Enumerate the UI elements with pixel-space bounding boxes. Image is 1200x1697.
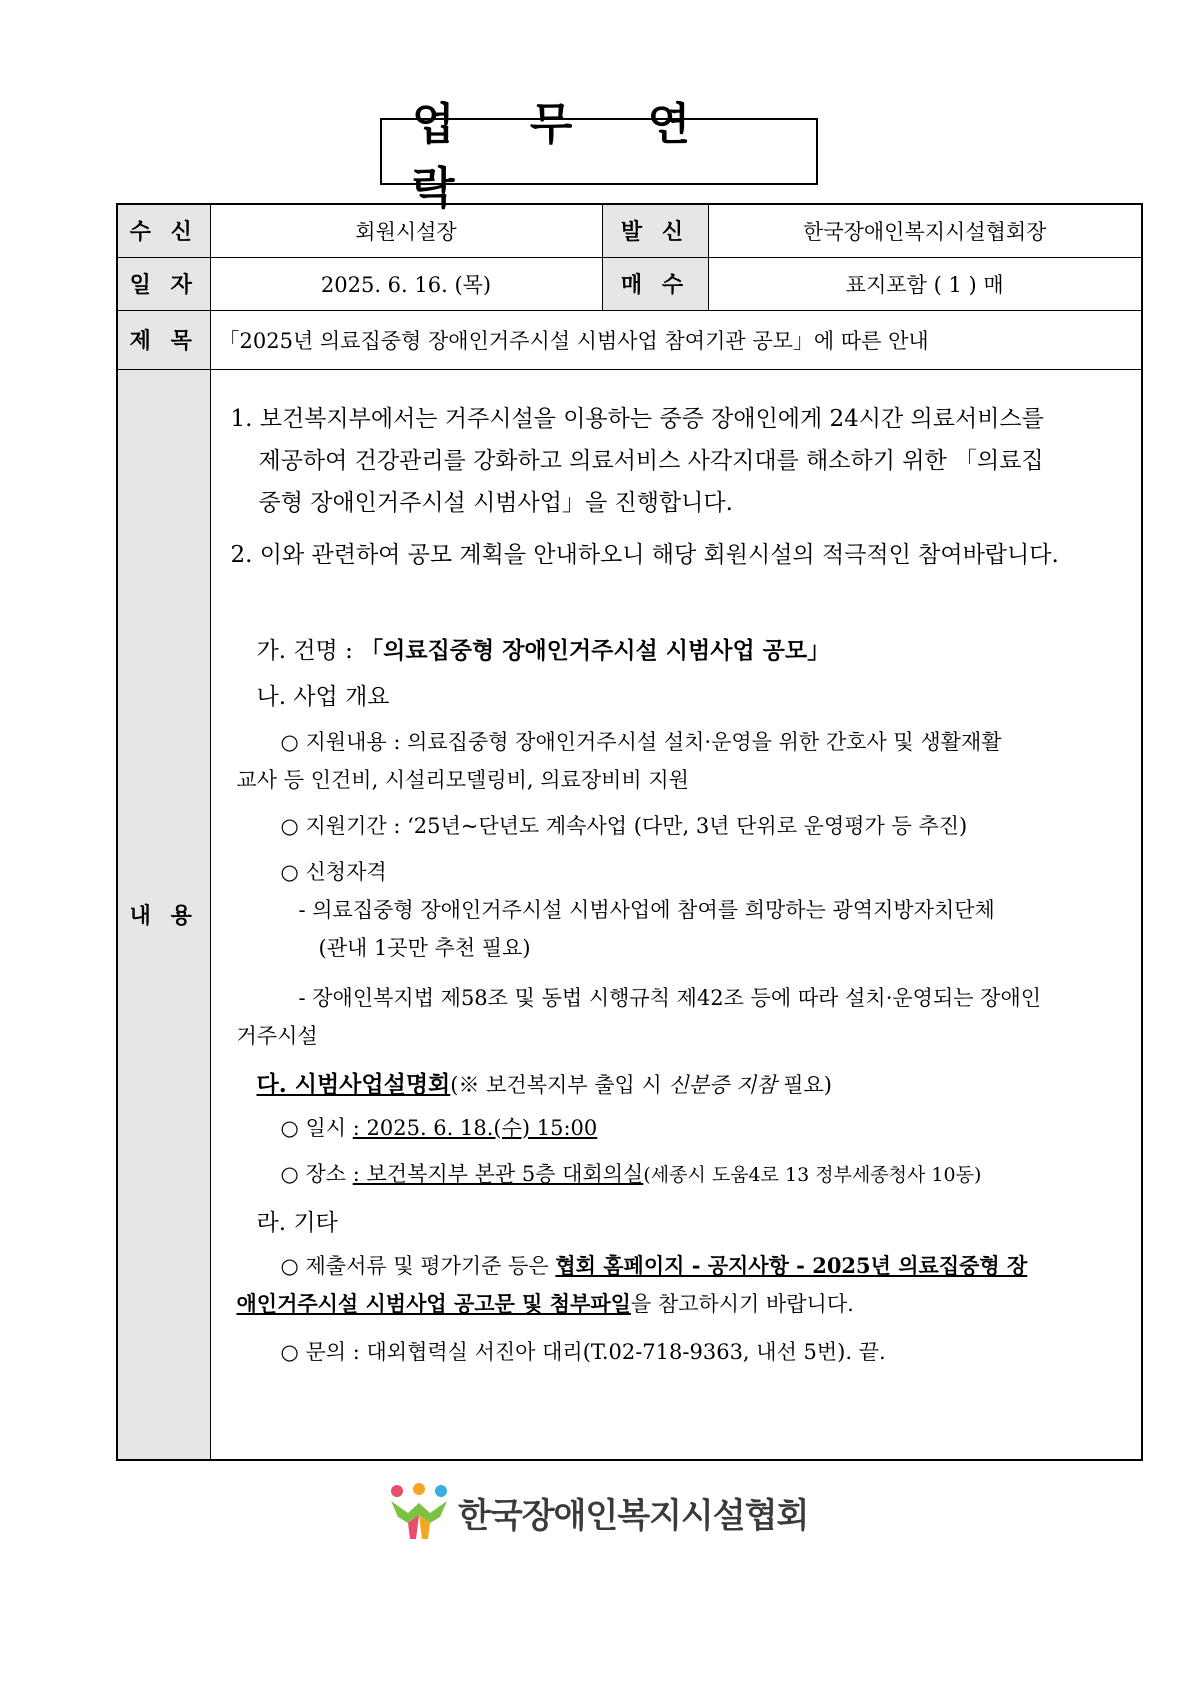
sender-label: 발 신 bbox=[602, 204, 708, 257]
content-body bbox=[211, 370, 1142, 1460]
subject-value: 「2025년 의료집중형 장애인거주시설 시범사업 참여기관 공모」에 따른 안내 bbox=[210, 310, 1142, 369]
ra-docs-link-line-1[interactable]: 협회 홈페이지 - 공지사항 - 2025년 의료집중형 장 bbox=[555, 1252, 1028, 1278]
item-ga bbox=[257, 632, 831, 665]
da-datetime-prefix: ○ 일시 bbox=[280, 1115, 353, 1140]
date-value: 2025. 6. 16. (목) bbox=[210, 257, 602, 310]
paragraph-1-line-3: 중형 장애인거주시설 시범사업」을 진행합니다. bbox=[258, 489, 733, 516]
item-ra: 라. 기타 bbox=[256, 1209, 338, 1236]
people-logo-icon bbox=[388, 1483, 450, 1541]
na-eligibility-b-line-1: - 장애인복지법 제58조 및 동법 시행규칙 제42조 등에 따라 설치·운영되는 장애인 bbox=[298, 985, 1042, 1010]
item-da-note-a: (※ 보건복지부 출입 시 bbox=[450, 1072, 669, 1097]
ra-docs-line-2 bbox=[237, 1288, 854, 1318]
ra-contact: ○ 문의 : 대외협력실 서진아 대리(T.02-718-9363, 내선 5번). 끝. bbox=[280, 1339, 886, 1364]
na-eligibility-b-line-2: 거주시설 bbox=[236, 1023, 318, 1048]
paragraph-1-line-1: 1. 보건복지부에서는 거주시설을 이용하는 중증 장애인에게 24시간 의료서비스를 bbox=[230, 405, 1044, 432]
recipient-label: 수 신 bbox=[117, 204, 210, 257]
da-datetime-value: : 2025. 6. 18.(수) 15:00 bbox=[352, 1115, 598, 1140]
da-venue-value: : 보건복지부 본관 5층 대회의실 bbox=[352, 1161, 644, 1186]
paragraph-2: 2. 이와 관련하여 공모 계획을 안내하오니 해당 회원시설의 적극적인 참여바랍니다. bbox=[230, 541, 1059, 568]
date-label: 일 자 bbox=[117, 257, 210, 310]
na-eligibility: ○ 신청자격 bbox=[280, 859, 387, 884]
item-da-note-em: 신분증 지참 bbox=[668, 1072, 777, 1097]
subject-label: 제 목 bbox=[117, 310, 210, 369]
na-support-content-line-1: ○ 지원내용 : 의료집중형 장애인거주시설 설치·운영을 위한 간호사 및 생활재활 bbox=[280, 729, 1002, 754]
document-title: 업 무 연 락 bbox=[380, 118, 818, 185]
da-venue-suffix: (세종시 도움4로 13 정부세종청사 10동) bbox=[643, 1163, 982, 1186]
na-support-period: ○ 지원기간 : ‘25년~단년도 계속사업 (다만, 3년 단위로 운영평가 등 추진) bbox=[280, 813, 968, 838]
da-venue bbox=[281, 1158, 982, 1188]
pages-label: 매 수 bbox=[602, 257, 708, 310]
memo-form bbox=[116, 203, 1143, 1461]
pages-value: 표지포함 ( 1 ) 매 bbox=[708, 257, 1142, 310]
ra-docs-prefix: ○ 제출서류 및 평가기준 등은 bbox=[280, 1253, 556, 1278]
da-datetime bbox=[281, 1112, 598, 1142]
ra-docs-line-1 bbox=[281, 1250, 1028, 1280]
ra-docs-link-line-2[interactable]: 애인거주시설 시범사업 공고문 및 첨부파일 bbox=[236, 1290, 631, 1316]
da-venue-prefix: ○ 장소 bbox=[280, 1161, 353, 1186]
item-da-title: 다. 시범사업설명회 bbox=[256, 1070, 451, 1098]
na-support-content-line-2: 교사 등 인건비, 시설리모델링비, 의료장비비 지원 bbox=[236, 767, 689, 792]
item-da-note-b: 필요) bbox=[776, 1072, 833, 1097]
item-na: 나. 사업 개요 bbox=[256, 683, 390, 710]
paragraph-1-line-2: 제공하여 건강관리를 강화하고 의료서비스 사각지대를 해소하기 위한 「의료집 bbox=[258, 447, 1044, 474]
na-eligibility-a-line-2: (관내 1곳만 추천 필요) bbox=[318, 935, 531, 960]
recipient-value: 회원시설장 bbox=[210, 204, 602, 257]
item-ga-title: 「의료집중형 장애인거주시설 시범사업 공모」 bbox=[360, 636, 831, 664]
content-label: 내 용 bbox=[117, 369, 210, 1460]
content-cell bbox=[210, 369, 1142, 1460]
sender-value: 한국장애인복지시설협회장 bbox=[708, 204, 1142, 257]
ra-docs-suffix: 을 참고하시기 바랍니다. bbox=[630, 1291, 854, 1316]
footer-logo bbox=[388, 1482, 808, 1542]
org-name-logo-text: 한국장애인복지시설협회 bbox=[458, 1495, 809, 1536]
na-eligibility-a-line-1: - 의료집중형 장애인거주시설 시범사업에 참여를 희망하는 광역지방자치단체 bbox=[298, 897, 995, 922]
item-ga-prefix: 가. 건명 : bbox=[256, 637, 361, 664]
item-da bbox=[257, 1066, 833, 1099]
